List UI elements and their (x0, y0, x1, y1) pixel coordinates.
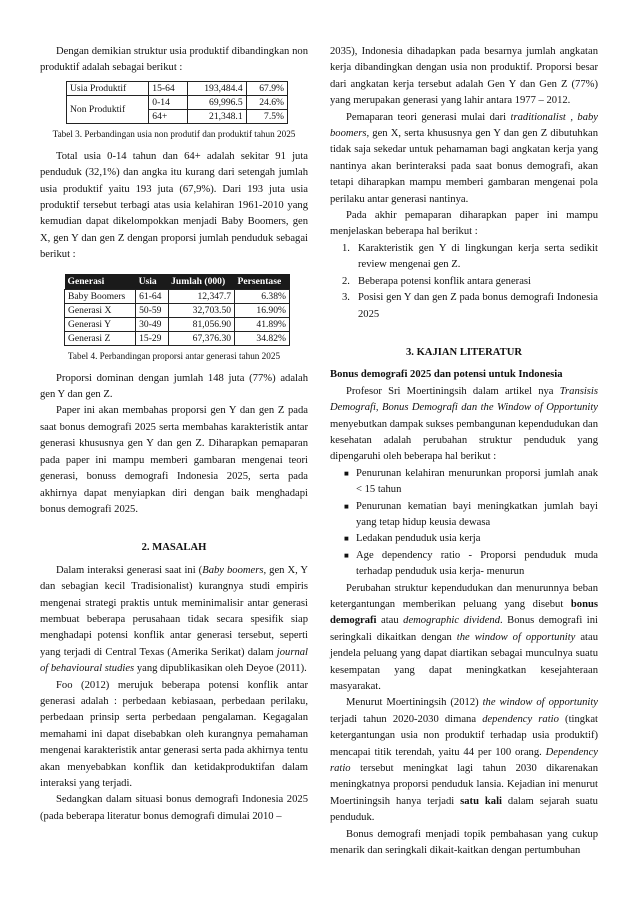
paragraph: 2035), Indonesia dihadapkan pada besarnya jumlah angkatan kerja dibandingkan dengan usia non produktif. Proporsi besar dari angkatan kerja tersebut adalah Gen Y dan Gen Z (77%) yang merupakan generasi yang lahir antara 1977 – 2012. (330, 46, 598, 107)
table-cell: 34.82% (235, 331, 290, 345)
list-item: ■ Ledakan penduduk usia kerja (330, 531, 598, 547)
list-item: ■ Penurunan kelahiran menurunkan proporsi jumlah anak < 15 tahun (344, 467, 598, 496)
table-cell: Baby Boomers (65, 289, 136, 303)
table-row (65, 317, 290, 331)
paragraph: Pemaparan teori generasi mulai dari traditionalist , baby boomers, gen X, serta khususnya gen Y dan gen Z dibutuhkan tidak saja sekedar untuk pehamaman bagi angkatan kerja yang nantinya akan berinteraksi pada saat bonus demografi, akan tetapi diharapkan mampu memberi gambaran mengenai pola perilaku antar generasi nantinya. (330, 111, 598, 205)
intro-paragraph: Dengan demikian struktur usia produktif dibandingkan non produktif adalah sebagai berikut : (40, 46, 308, 74)
paragraph: Pada akhir pemaparan diharapkan paper ini mampu menjelaskan beberapa hal berikut : (330, 210, 598, 238)
table-4-caption: Tabel 4. Perbandingan proporsi antar generasi tahun 2025 (67, 350, 281, 361)
bullet-square-icon: ■ (344, 468, 349, 478)
table-cell: 67,376.30 (168, 331, 234, 345)
table-cell: 15-64 (149, 81, 187, 95)
paragraph: Perubahan struktur kependudukan dan menurunnya beban ketergantungan memberikan peluang yang disebut bonus demografi atau demographic dividend. Bonus demografi ini seringkali dikaitkan dengan the window of opportunity atau jendela peluang yang dapat diartikan sebagai munculnya suatu kesempatan yang dapat meningkatkan kesejahteraan masyarakat. (330, 582, 599, 693)
paragraph: Total usia 0-14 tahun dan 64+ adalah sekitar 91 juta penduduk (32,1%) dan angka itu kurang dari setengah jumlah usia produktif yaitu 193 juta (67,9%). Dari 193 juta usia produktif tersebut terbagi atas usia kelahiran 1961-2010 yang kemudian dapat dikelompokkan menjadi Baby Boomers, gen X, gen Y dan gen Z dengan proporsi jumlah penduduk sebagai berikut : (40, 150, 308, 261)
paragraph: Menurut Moertiningsih (2012) the window of opportunity terjadi tahun 2020-2030 dimana dependency ratio (tingkat ketergantungan usia non produktif terhadap usia produktif) mencapai titik terendah, yaitu 44 per 100 orang. Dependency ratio tersebut meningkat lagi tahun 2030 dikarenakan meningkatnya proporsi penduduk lansia. Kejadian ini menurut Moertiningsih hanya terjadi satu kali dalam sejarah suatu penduduk. (330, 697, 599, 824)
table-cell: 64+ (149, 109, 187, 123)
table-cell: 61-64 (136, 289, 168, 303)
section-heading: 2. MASALAH (141, 542, 207, 554)
list-item: 2. Beberapa potensi konflik antara generasi (342, 275, 531, 287)
table-cell: 69,996.5 (187, 95, 246, 109)
table-cell: 15-29 (136, 331, 168, 345)
table-cell: Non Produktif (67, 95, 149, 123)
bullet-square-icon: ■ (344, 534, 349, 544)
section-heading: 3. KAJIAN LITERATUR (405, 346, 523, 358)
subsection-heading: Bonus demografi 2025 dan potensi untuk Indonesia (330, 369, 563, 381)
table-header: Persentase (237, 275, 282, 287)
table-row (67, 95, 288, 109)
right-column (330, 44, 598, 860)
table-cell: 67.9% (246, 81, 287, 95)
table-cell: 24.6% (246, 95, 287, 109)
table-header: Usia (138, 275, 157, 287)
table-cell: 7.5% (246, 109, 287, 123)
table-row (65, 303, 290, 317)
paragraph: Foo (2012) merujuk beberapa potensi konflik antar generasi adalah : perbedaan kebiasaan, perbedaan perilaku, perbedaan prinsip serta perbedaan pengalaman. Kegagalan memahami ini dapat disebabkan oleh kurangnya pemahaman mengenai karakteristik antar generasi serta pada akhirnya tentu akan menyebabkan konflik dan ketidakproduktifan dalam interaksi yang terjadi. (40, 679, 308, 789)
paragraph: Bonus demografi menjadi topik pembahasan yang cukup menarik dan seringkali dikait-kaitkan dengan pertumbuhan (330, 828, 598, 857)
table-3 (66, 81, 288, 124)
numbered-list (330, 241, 598, 323)
table-row (67, 81, 288, 95)
table-cell: 81,056.90 (168, 317, 234, 331)
list-item: 3. Posisi gen Y dan gen Z pada bonus demografi Indonesia 2025 (342, 292, 598, 320)
list-item: 1. Karakteristik gen Y di lingkungan kerja serta sedikit review mengenai gen Z. (342, 242, 598, 271)
paragraph: Paper ini akan membahas proporsi gen Y dan gen Z pada saat bonus demografi 2025 serta membahas karakteristik antar generasi khususnya gen Y dan gen Z. Diharapkan pemaparan pada paper ini mampu memberi gambaran mengenai teori generasi, bonuss demografi Indonesia 2025, serta pada akhirnya dapat menyiapkan diri dengan baik menghadapi bonus demografi 2025. (40, 405, 308, 515)
list-item: ■ Age dependency ratio - Proporsi penduduk muda terhadap penduduk usia kerja- menurun (344, 549, 598, 578)
table-row (65, 331, 290, 345)
table-cell: 12,347.7 (168, 289, 234, 303)
table-cell: Usia Produktif (67, 81, 149, 95)
table-row (65, 289, 290, 303)
table-header: Jumlah (000) (171, 275, 226, 287)
table-cell: 6.38% (235, 289, 290, 303)
table-cell: 50-59 (136, 303, 168, 317)
bullet-square-icon: ■ (344, 501, 349, 511)
table-header: Generasi (67, 275, 105, 287)
table-header-row (65, 274, 290, 290)
left-column (40, 44, 308, 825)
table-cell: 21,348.1 (187, 109, 246, 123)
paragraph: Sedangkan dalam situasi bonus demografi Indonesia 2025 (pada beberapa literatur bonus demografi dimulai 2010 – (40, 794, 308, 822)
bullet-square-icon: ■ (344, 550, 349, 560)
table-cell: 41.89% (235, 317, 290, 331)
paragraph: Profesor Sri Moertiningsih dalam artikel nya Transisis Demografi, Bonus Demografi dan the Window of Opportunity menyebutkan dampak sukses pembangunan kependudukan dan kesehatan adalah perubahan struktur penduduk yang dipengaruhi oleh beberapa hal berikut : (330, 385, 599, 463)
table-3-caption: Tabel 3. Perbandingan usia non produtif dan produktif tahun 2025 (52, 128, 296, 139)
list-item: ■ Penurunan kematian bayi meningkatkan jumlah bayi yang tetap hidup keusia dewasa (344, 500, 598, 528)
table-cell: Generasi X (65, 303, 136, 317)
table-cell: 30-49 (136, 317, 168, 331)
table-cell: 0-14 (149, 95, 187, 109)
paragraph: Dalam interaksi generasi saat ini (Baby boomers, gen X, Y dan sebagian kecil Tradisionalist) kurangnya studi empiris mengenai strategi praktis untuk meminimalisir antar generasi membuat beberapa perusahaan tidak secara spesifik siap menghadapi potensi konflik antar generasi tersebut, seperti yang terjadi di Central Texas (Amerika Serikat) dalam journal of behavioural studies yang dipublikasikan oleh Deyoe (2011). (40, 564, 309, 675)
table-cell: 32,703.50 (168, 303, 234, 317)
table-4 (64, 274, 290, 346)
table-cell: Generasi Y (65, 317, 136, 331)
table-cell: 193,484.4 (187, 81, 246, 95)
table-cell: 16.90% (235, 303, 290, 317)
table-cell: Generasi Z (65, 331, 136, 345)
bullet-list (330, 466, 598, 581)
paragraph: Proporsi dominan dengan jumlah 148 juta (77%) adalah gen Y dan gen Z. (40, 372, 308, 401)
